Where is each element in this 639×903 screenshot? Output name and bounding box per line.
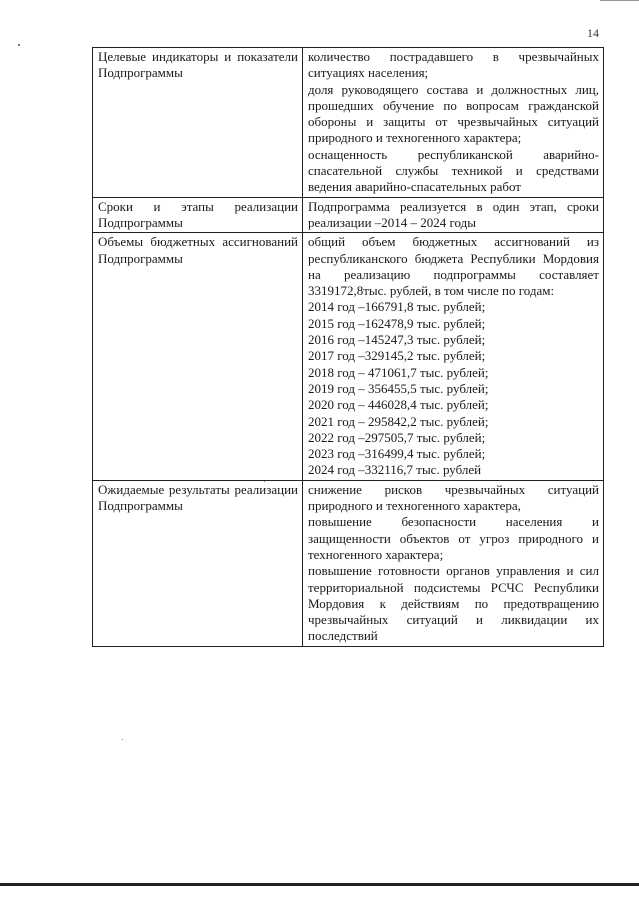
row-value (303, 197, 604, 233)
table-row-targets (93, 48, 604, 198)
funding-year: 2022 год –297505,7 тыс. рублей; (308, 429, 486, 445)
row-label: Целевые индикаторы и показатели Подпрограммы (93, 48, 303, 198)
funding-intro: общий объем бюджетных ассигнований из республиканского бюджета Республики Мордовия на реализацию подпрограммы составляет 3319172,8тыс. рублей, в том числе по годам: (308, 234, 599, 299)
value-line: количество пострадавшего в чрезвычайных ситуациях населения; (308, 49, 599, 81)
row-value (303, 233, 604, 480)
value-line: Подпрограмма реализуется в один этап, сроки реализации –2014 – 2024 годы (308, 198, 599, 230)
scan-bottom-bar (0, 883, 639, 886)
value-line: повышение безопасности населения и защищенности объектов от угроз природного и техногенного характера; (308, 514, 599, 562)
funding-year: 2019 год – 356455,5 тыс. рублей; (308, 380, 489, 396)
scan-edge-line (600, 0, 639, 1)
value-line: оснащенность республиканской аварийно-спасательной службы техникой и средствами ведения аварийно-спасательных работ (308, 146, 599, 195)
table-row-funding (93, 233, 604, 480)
scan-speck (122, 739, 123, 740)
page-number: 14 (587, 26, 599, 40)
funding-year: 2018 год – 471061,7 тыс. рублей; (308, 364, 489, 380)
subprogram-passport-table (92, 47, 604, 647)
funding-year: 2020 год – 446028,4 тыс. рублей; (308, 397, 489, 413)
value-line: доля руководящего состава и должностных лиц, прошедших обучение по вопросам гражданской обороны и защиты от чрезвычайных ситуаций природного и техногенного характера; (308, 81, 599, 146)
scan-speck (18, 44, 20, 46)
funding-year: 2016 год –145247,3 тыс. рублей; (308, 332, 486, 348)
row-value (303, 48, 604, 198)
value-line: снижение рисков чрезвычайных ситуаций природного и техногенного характера, (308, 481, 599, 514)
row-value (303, 480, 604, 646)
table-row-terms (93, 197, 604, 233)
funding-year: 2015 год –162478,9 тыс. рублей; (308, 315, 486, 331)
row-label: Объемы бюджетных ассигнований Подпрограммы (93, 233, 303, 480)
funding-year: 2017 год –329145,2 тыс. рублей; (308, 348, 486, 364)
funding-year: 2021 год – 295842,2 тыс. рублей; (308, 413, 489, 429)
funding-year: 2024 год –332116,7 тыс. рублей (308, 462, 482, 478)
funding-year: 2023 год –316499,4 тыс. рублей; (308, 446, 486, 462)
value-line: повышение готовности органов управления и сил территориальной подсистемы РСЧС Республики Мордовия к действиям по предотвращению чрезвычайных ситуаций и ликвидации их последствий (308, 563, 599, 644)
row-label: Ожидаемые результаты реализации Подпрограммы (93, 480, 303, 646)
row-label: Сроки и этапы реализации Подпрограммы (93, 197, 303, 233)
funding-year: 2014 год –166791,8 тыс. рублей; (308, 299, 486, 315)
table-row-results (93, 480, 604, 646)
